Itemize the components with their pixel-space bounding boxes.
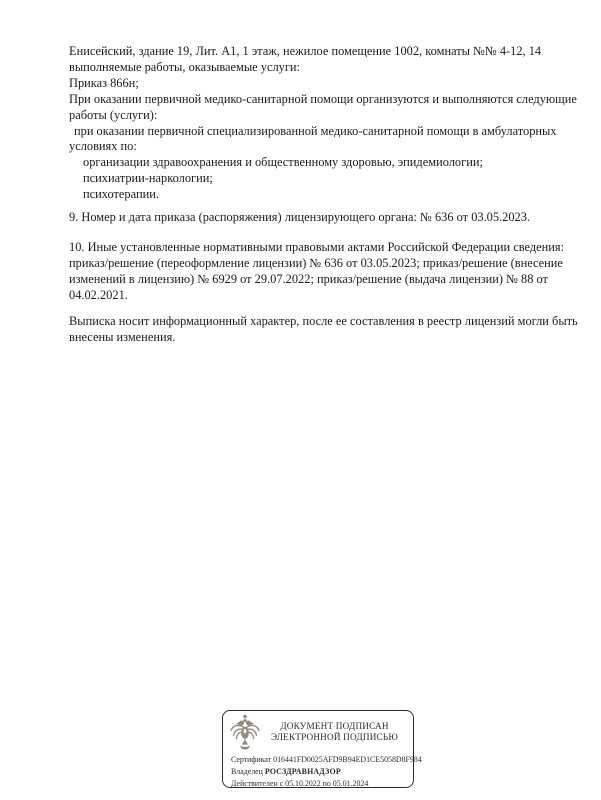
validity-text: Действителен с 05.10.2022 по 05.01.2024	[231, 779, 369, 789]
text-line: изменений в лицензию) № 6929 от 29.07.2022; приказ/решение (выдача лицензии) № 88 от	[69, 271, 548, 286]
certificate-label: Сертификат	[231, 755, 272, 764]
stamp-title-line2: ЭЛЕКТРОННОЙ ПОДПИСЬЮ	[271, 732, 398, 742]
text-line: работы (услуги):	[69, 107, 158, 122]
owner-label: Владелец	[231, 767, 263, 777]
text-line: Выписка носит информационный характер, после ее составления в реестр лицензий могли быть	[69, 313, 578, 328]
text-line: 9. Номер и дата приказа (распоряжения) лицензирующего органа: № 636 от 03.05.2023.	[69, 210, 531, 225]
text-line: Приказ 866н;	[69, 75, 139, 90]
owner-value: РОСЗДРАВНАДЗОР	[264, 767, 341, 777]
certificate-value: 016441FD0025AFD9B94ED1CE5058D8F984	[273, 755, 422, 764]
text-line: 10. Иные установленные нормативными правовыми актами Российской Федерации сведения:	[69, 239, 565, 254]
text-line: психотерапии.	[83, 187, 159, 202]
text-line: внесены изменения.	[69, 329, 176, 344]
document-body	[69, 44, 578, 345]
text-line: При оказании первичной медико-санитарной помощи организуются и выполняются следующие	[69, 91, 577, 106]
text-line: психиатрии-наркологии;	[83, 171, 213, 186]
paragraph-disclaimer	[69, 313, 578, 346]
stamp-header	[223, 711, 413, 751]
signature-stamp	[222, 710, 422, 789]
text-line: 04.02.2021.	[69, 287, 128, 302]
text-line: условиях по:	[69, 139, 137, 154]
owner-row	[231, 766, 407, 778]
text-line: организации здравоохранения и общественному здоровью, эпидемиологии;	[83, 155, 483, 170]
stamp-details	[223, 751, 422, 791]
certificate-row	[231, 754, 422, 766]
text-line: приказ/решение (переоформление лицензии) № 636 от 03.05.2023; приказ/решение (внесение	[69, 255, 563, 270]
paragraph-item-10	[69, 240, 569, 304]
stamp-title-line1: ДОКУМЕНТ ПОДПИСАН	[280, 721, 389, 731]
validity-row	[231, 778, 407, 790]
text-line: выполняемые работы, оказываемые услуги:	[69, 59, 301, 74]
paragraph-works-services	[69, 44, 577, 203]
text-line: при оказании первичной специализированной медико-санитарной помощи в амбулаторных	[74, 123, 557, 138]
stamp-title	[262, 721, 407, 743]
paragraph-item-9	[69, 210, 569, 226]
double-headed-eagle-icon	[228, 714, 262, 750]
text-line: Енисейский, здание 19, Лит. А1, 1 этаж, нежилое помещение 1002, комнаты №№ 4-12, 14	[69, 44, 542, 58]
